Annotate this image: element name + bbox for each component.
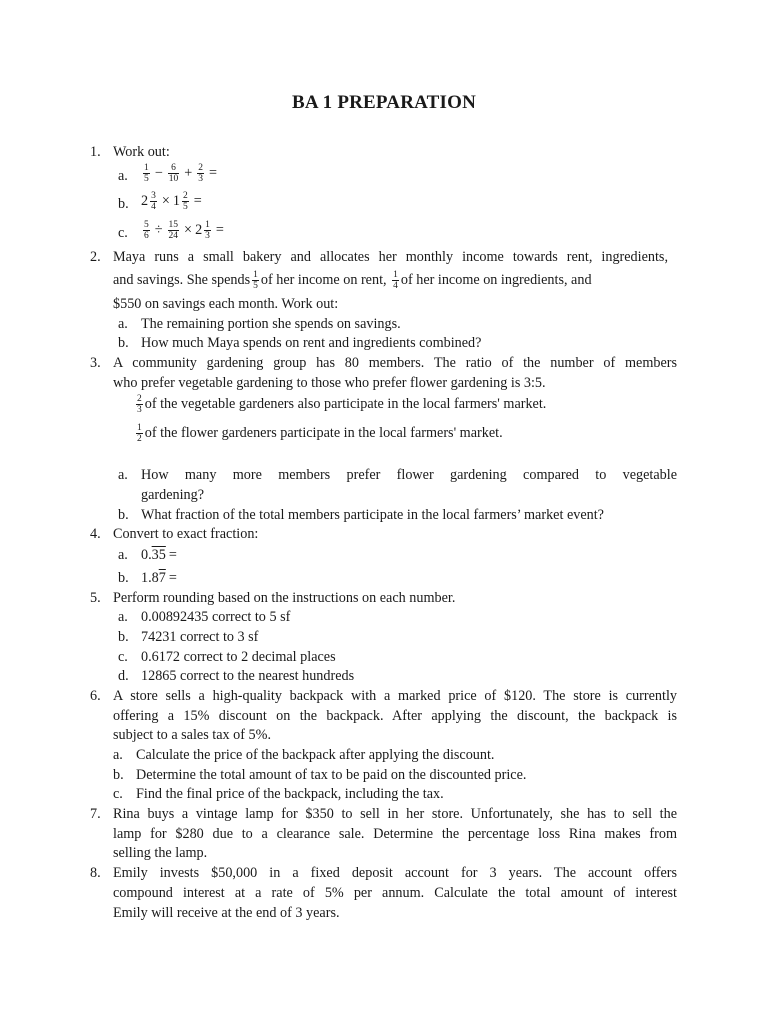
recurring-decimal: 0.35 = <box>141 547 177 563</box>
fraction: $\frac{1}{5}$ <box>253 270 258 291</box>
question-text: offering a 15% discount on the backpack. After applying the discount, the backpack is <box>113 708 677 724</box>
fraction: $\frac{1}{2}$ <box>137 423 142 444</box>
fraction: $\frac{1}{3}$ <box>205 220 210 241</box>
sub-letter: a. <box>118 316 128 332</box>
fraction: $\frac{2}{3}$ <box>198 163 204 184</box>
sub-question-text: Calculate the price of the backpack after applying the discount. <box>136 747 495 763</box>
question-text: Work out: <box>113 144 170 160</box>
question-text: $550 on savings each month. Work out: <box>113 296 339 312</box>
sub-question-text: 74231 correct to 3 sf <box>141 629 259 645</box>
question-number: 7. <box>90 806 101 822</box>
question-number: 3. <box>90 355 101 371</box>
question-text: Convert to exact fraction: <box>113 526 259 542</box>
sub-question-text: Determine the total amount of tax to be paid on the discounted price. <box>136 767 527 783</box>
sub-letter: b. <box>113 767 124 783</box>
sub-question-text: How many more members prefer flower gardening compared to vegetable <box>141 467 677 483</box>
sub-question-text: gardening? <box>141 487 205 503</box>
question-text: Maya runs a small bakery and allocates her monthly income towards rent, ingredients, <box>113 249 668 265</box>
question-number: 2. <box>90 249 101 265</box>
question-number: 4. <box>90 526 101 542</box>
question-text: subject to a sales tax of 5%. <box>113 727 271 743</box>
statement-vegetable: $\frac{2}{3}$ of the vegetable gardeners also participate in the local farmers' market. <box>137 394 547 415</box>
fraction: $\frac{2}{5}$ <box>182 191 188 212</box>
sub-letter: a. <box>118 168 128 184</box>
sub-letter: b. <box>118 196 129 212</box>
sub-question-text: 0.00892435 correct to 5 sf <box>141 609 291 625</box>
question-text: Rina buys a vintage lamp for $350 to sell in her store. Unfortunately, she has to sell the <box>113 806 677 822</box>
statement-flower: $\frac{1}{2}$ of the flower gardeners participate in the local farmers' market. <box>137 423 503 444</box>
question-text: selling the lamp. <box>113 845 208 861</box>
question-text: lamp for $280 due to a clearance sale. Determine the percentage loss Rina makes from <box>113 826 677 842</box>
sub-letter: a. <box>118 609 128 625</box>
question-text: Perform rounding based on the instructions on each number. <box>113 590 456 606</box>
sub-question-text: What fraction of the total members participate in the local farmers’ market event? <box>141 507 604 523</box>
fraction: $\frac{1}{4}$ <box>393 270 398 291</box>
sub-letter: c. <box>113 786 123 802</box>
sub-letter: a. <box>118 547 128 563</box>
fraction: $\frac{1}{5}$ <box>144 163 149 184</box>
sub-question-text: How much Maya spends on rent and ingredients combined? <box>141 335 482 351</box>
question-number: 5. <box>90 590 101 606</box>
expression-1c: $\frac{5}{6}$ ÷ $\frac{15}{24}$ × 2 $\frac{1}{3}$ = <box>144 220 224 241</box>
page-title: BA 1 PREPARATION <box>291 92 477 113</box>
question-text: compound interest at a rate of 5% per annum. Calculate the total amount of interest <box>113 885 677 901</box>
sub-question-text: 0.6172 correct to 2 decimal places <box>141 649 336 665</box>
sub-letter: c. <box>118 649 128 665</box>
fraction: $\frac{5}{6}$ <box>144 220 149 241</box>
question-text: A store sells a high-quality backpack with a marked price of $120. The store is currently <box>113 688 677 704</box>
sub-letter: c. <box>118 225 128 241</box>
sub-letter: b. <box>118 629 129 645</box>
sub-letter: b. <box>118 507 129 523</box>
sub-question-text: The remaining portion she spends on savings. <box>141 316 401 332</box>
fraction: $\frac{3}{4}$ <box>151 191 156 212</box>
sub-letter: d. <box>118 668 129 684</box>
question-number: 6. <box>90 688 101 704</box>
sub-letter: a. <box>118 467 128 483</box>
expression-1b: 2 $\frac{3}{4}$ × 1 $\frac{2}{5}$ = <box>141 191 202 212</box>
question-text: Emily invests $50,000 in a fixed deposit account for 3 years. The account offers <box>113 865 677 881</box>
sub-letter: b. <box>118 335 129 351</box>
question-text: A community gardening group has 80 members. The ratio of the number of members <box>113 355 677 371</box>
expression-1a: $\frac{1}{5}$ − $\frac{6}{10}$ + $\frac{2}{3}$ = <box>144 163 218 184</box>
question-number: 8. <box>90 865 101 881</box>
sub-letter: a. <box>113 747 123 763</box>
sub-question-text: Find the final price of the backpack, including the tax. <box>136 786 444 802</box>
fraction: $\frac{6}{10}$ <box>168 163 179 184</box>
question-text: and savings. She spends $\frac{1}{5}$ of her income on rent, $\frac{1}{4}$ of her income on ingredients, and <box>113 270 592 291</box>
recurring-decimal: 1.87 = <box>141 570 177 586</box>
fraction: $\frac{2}{3}$ <box>137 394 142 415</box>
question-text: Emily will receive at the end of 3 years. <box>113 905 340 921</box>
sub-question-text: 12865 correct to the nearest hundreds <box>141 668 355 684</box>
fraction: $\frac{15}{24}$ <box>168 220 179 241</box>
question-text: who prefer vegetable gardening to those who prefer flower gardening is 3:5. <box>113 375 546 391</box>
sub-letter: b. <box>118 570 129 586</box>
question-number: 1. <box>90 144 101 160</box>
